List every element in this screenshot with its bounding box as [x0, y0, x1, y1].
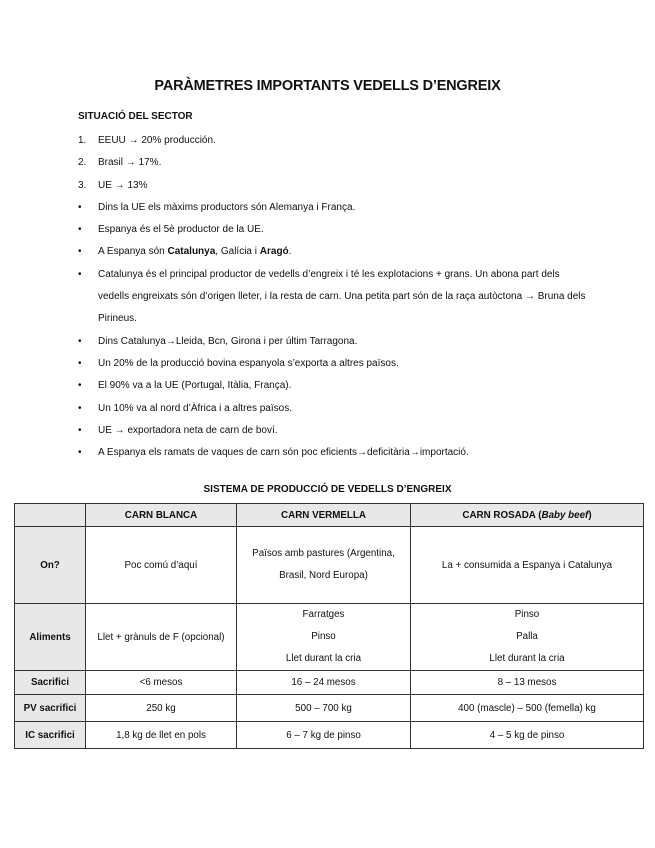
- list-item: • Dins la UE els màxims productors són Alemanya i França.: [78, 201, 356, 213]
- table-cell: 6 – 7 kg de pinso: [237, 722, 411, 749]
- list-item: 1. EEUU → 20% producción.: [78, 135, 216, 146]
- table-cell: 16 – 24 mesos: [237, 671, 411, 695]
- table-cell: 400 (mascle) – 500 (femella) kg: [411, 695, 644, 722]
- list-item: • El 90% va a la UE (Portugal, Itàlia, França).: [78, 380, 292, 392]
- table-row: [15, 695, 644, 722]
- list-item: • Un 10% va al nord d’Àfrica i a altres països.: [78, 402, 292, 414]
- list-item: • Dins Catalunya→Lleida, Bcn, Girona i per últim Tarragona.: [78, 335, 358, 347]
- list-item: 3. UE → 13%: [78, 179, 148, 191]
- table-cell: Poc comú d’aquí: [86, 527, 237, 604]
- table-cell: 4 – 5 kg de pinso: [411, 722, 644, 749]
- table-cell: 8 – 13 mesos: [411, 671, 644, 695]
- list-item: • Espanya és el 5è productor de la UE.: [78, 224, 264, 236]
- table-cell: Pinso Palla Llet durant la cria: [411, 604, 644, 671]
- header-empty: [15, 504, 86, 527]
- page-title: PARÀMETRES IMPORTANTS VEDELLS D’ENGREIX: [154, 78, 501, 94]
- row-label: IC sacrifici: [15, 722, 86, 749]
- table-row: [15, 527, 644, 604]
- section-heading: SITUACIÓ DEL SECTOR: [78, 111, 193, 122]
- table-header-row: [15, 504, 644, 527]
- sector-list: [78, 130, 588, 464]
- production-table: [14, 503, 644, 749]
- table-cell: Països amb pastures (Argentina, Brasil, Nord Europa): [237, 527, 411, 604]
- table-cell: La + consumida a Espanya i Catalunya: [411, 527, 644, 604]
- list-item: • A Espanya són Catalunya, Galícia i Aragó.: [78, 246, 292, 258]
- table-cell: 500 – 700 kg: [237, 695, 411, 722]
- table-cell: Llet + grànuls de F (opcional): [86, 604, 237, 671]
- table-row: [15, 604, 644, 671]
- table-caption: SISTEMA DE PRODUCCIÓ DE VEDELLS D’ENGREIX: [203, 484, 452, 495]
- row-label: Sacrifici: [15, 671, 86, 695]
- list-item: • UE → exportadora neta de carn de boví.: [78, 424, 278, 436]
- list-item: • Un 20% de la producció bovina espanyola s’exporta a altres països.: [78, 357, 399, 369]
- table-row: [15, 722, 644, 749]
- list-item: • Catalunya és el principal productor de vedells d’engreix i té les explotacions + grans. Un abona part dels vedells engreixats són d’origen lleter, i la resta de carn. Una petita part són de la raça autòctona → Bruna dels Pirineus.: [78, 268, 586, 325]
- row-label: On?: [15, 527, 86, 604]
- header-carn-rosada: CARN ROSADA (Baby beef): [411, 504, 644, 527]
- row-label: PV sacrifici: [15, 695, 86, 722]
- table-cell: Farratges Pinso Llet durant la cria: [237, 604, 411, 671]
- header-carn-vermella: CARN VERMELLA: [237, 504, 411, 527]
- list-item: • A Espanya els ramats de vaques de carn són poc eficients→deficitària→importació.: [78, 447, 469, 459]
- table-cell: 250 kg: [86, 695, 237, 722]
- table-cell: <6 mesos: [86, 671, 237, 695]
- header-carn-blanca: CARN BLANCA: [86, 504, 237, 527]
- table-row: [15, 671, 644, 695]
- table-cell: 1,8 kg de llet en pols: [86, 722, 237, 749]
- list-item: 2. Brasil → 17%.: [78, 157, 162, 169]
- row-label: Aliments: [15, 604, 86, 671]
